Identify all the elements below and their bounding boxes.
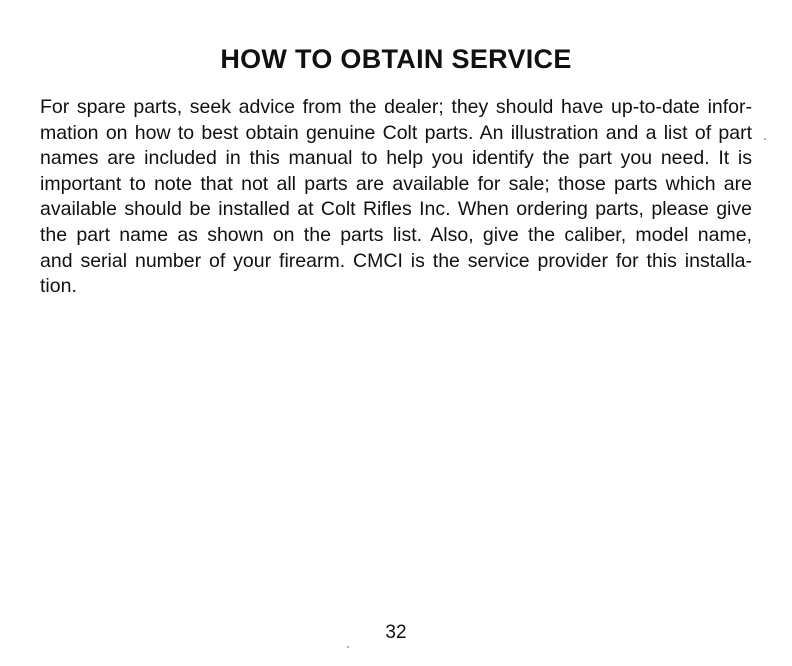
service-paragraph — [40, 95, 752, 300]
paragraph-line: important to note that not all parts are available for sale; those parts which are — [40, 172, 752, 195]
scan-speck — [347, 646, 349, 648]
paragraph-line: names are included in this manual to help you identify the part you need. It is — [40, 147, 752, 170]
paragraph-line: and serial number of your firearm. CMCI is the service provider for this installa- — [40, 249, 752, 272]
page-number: 32 — [385, 622, 407, 643]
paragraph-line: tion. — [40, 275, 77, 298]
paragraph-line: mation on how to best obtain genuine Colt parts. An illustration and a list of part — [40, 121, 752, 144]
paragraph-line: For spare parts, seek advice from the dealer; they should have up-to-date infor- — [40, 96, 752, 118]
page-title: HOW TO OBTAIN SERVICE — [220, 44, 572, 74]
paragraph-line: available should be installed at Colt Rifles Inc. When ordering parts, please give — [40, 198, 752, 221]
scan-speck — [764, 138, 766, 140]
paragraph-line: the part name as shown on the parts list. Also, give the caliber, model name, — [40, 223, 752, 246]
